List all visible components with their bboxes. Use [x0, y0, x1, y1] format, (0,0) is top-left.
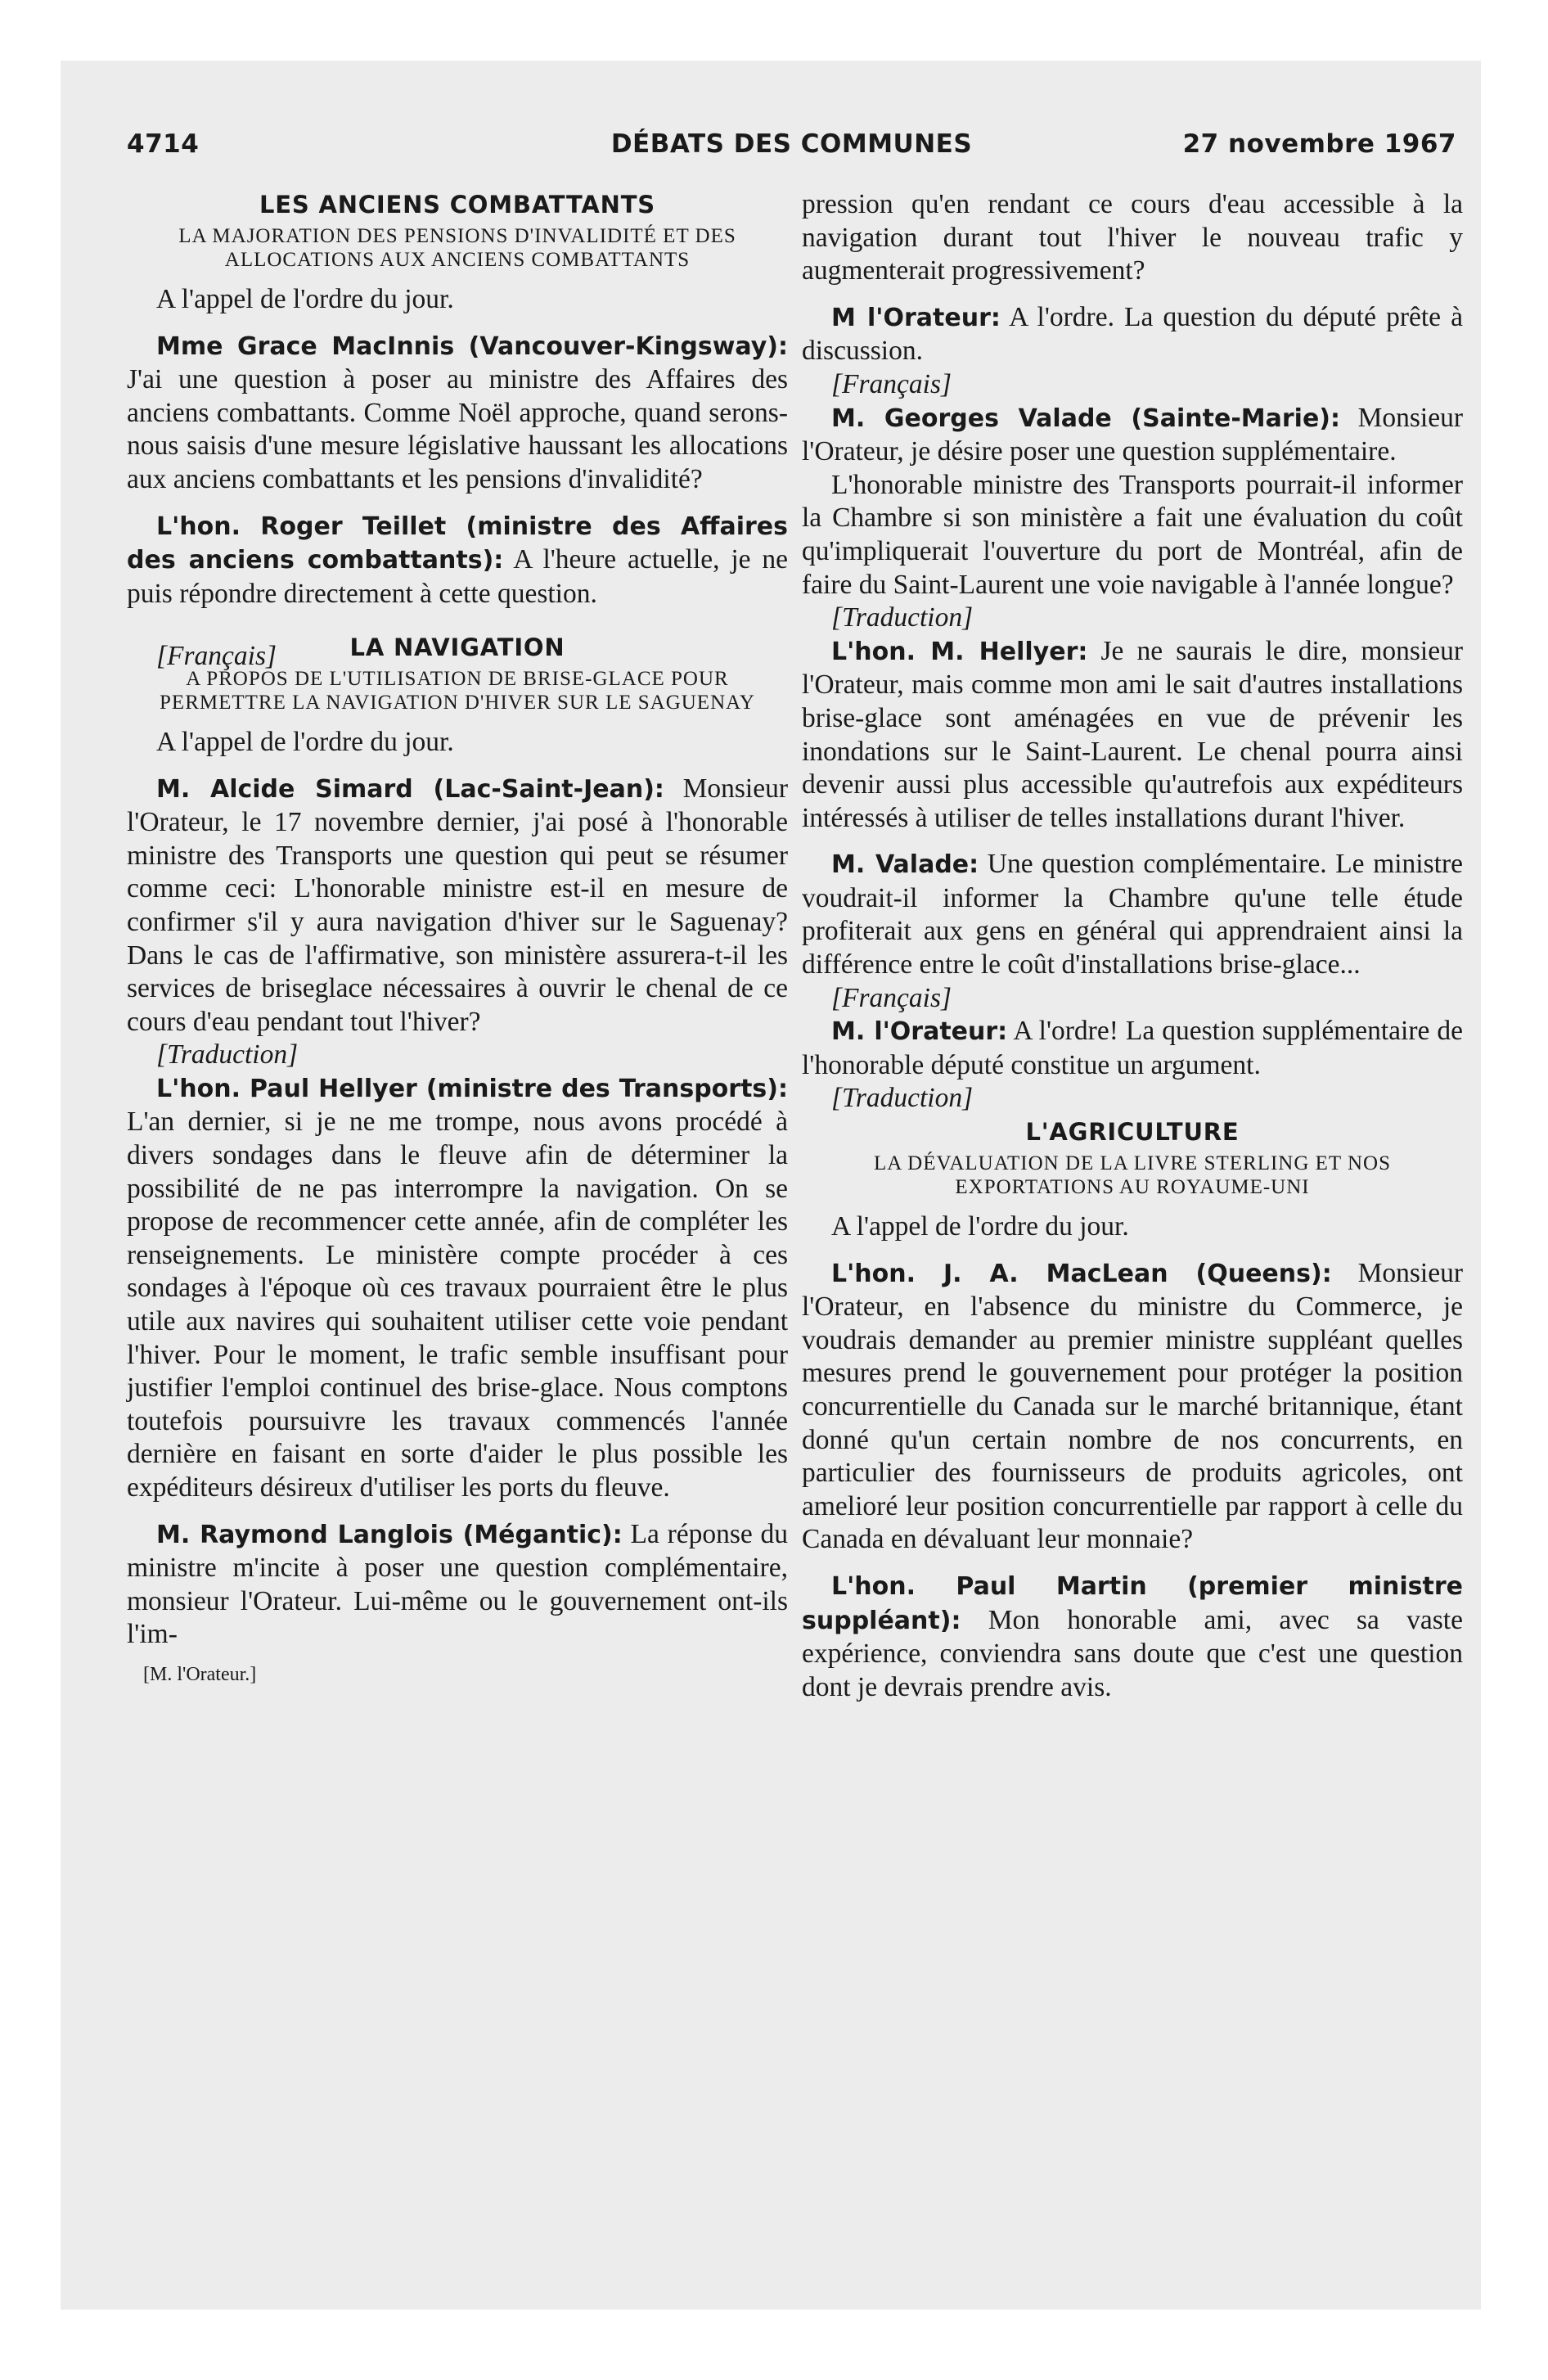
speech-text: J'ai une question à poser au ministre des Affaires des anciens combattants. Comme Noël approche, quand serons-nous saisis d'une mesure législative haussant les allocations aux anciens combattants et les pensions d'invalidité?: [127, 364, 788, 494]
speaker-name: L'hon. J. A. MacLean (Queens):: [831, 1259, 1332, 1288]
language-marker: [Traduction]: [831, 1083, 974, 1114]
speech-text: A l'ordre! La question supplémentaire de l'honorable député constitue un argument.: [802, 1016, 1463, 1080]
speaker-name: M. Raymond Langlois (Mégantic):: [156, 1520, 623, 1549]
speech-text: Monsieur l'Orateur, le 17 novembre dernier, j'ai posé à l'honorable ministre des Transports une question qui peut se résumer comme ceci: L'honorable ministre est-il en mesure de confirmer s'il y aura navigation d'hiver sur le Saguenay? Dans le cas de l'affirmative, son ministère assurera-t-il les services de briseglace nécessaires à ouvrir le chenal de ce cours d'eau pendant tout l'hiver?: [127, 773, 788, 1037]
page-number: 4714: [127, 129, 200, 159]
speech-text: Mon honorable ami, avec sa vaste expérience, conviendra sans doute que c'est une question dont je devrais prendre avis.: [802, 1604, 1463, 1702]
speech-paragraph: [127, 1072, 788, 1505]
section-title-navigation: LA NAVIGATION: [349, 633, 565, 661]
speech-paragraph: [127, 510, 788, 611]
speech-text: Monsieur l'Orateur, je désire poser une question supplémentaire.: [802, 402, 1463, 467]
speaker-name: L'hon. Paul Hellyer (ministre des Transports):: [156, 1074, 788, 1103]
section-title-agriculture: L'AGRICULTURE: [1025, 1118, 1240, 1147]
left-column: [127, 188, 788, 1692]
speech-text: La réponse du ministre m'incite à poser une question complémentaire, monsieur l'Orateur. Lui-même ou le gouvernement ont-ils l'im-: [127, 1518, 789, 1650]
speech-text: A l'ordre. La question du député prête à discussion.: [802, 301, 1463, 367]
publication-date: 27 novembre 1967: [1182, 129, 1456, 159]
speech-paragraph: [802, 301, 1463, 368]
speech-paragraph: [802, 402, 1463, 469]
publication-title: DÉBATS DES COMMUNES: [610, 129, 973, 159]
speech-paragraph: [127, 330, 788, 497]
speech-paragraph: [802, 635, 1463, 836]
speech-text: Je ne saurais le dire, monsieur l'Orateur, mais comme mon ami le sait d'autres installations brise-glace sont aménagées en vue de prévenir les inondations sur le Saint-Laurent. Le chenal pourra ainsi devenir aussi plus accessible qu'autrefois aux expéditeurs intéressés à utiliser de telles installations durant l'hiver.: [802, 635, 1463, 833]
speaker-name: L'hon. M. Hellyer:: [831, 637, 1088, 666]
speech-text: Monsieur l'Orateur, en l'absence du ministre du Commerce, je voudrais demander au premier ministre suppléant quelles mesures prend le gouvernement pour protéger la position concurrentielle du Canada sur le marché britannique, étant donné qu'un certain nombre de nos concurrents, en particulier des fournisseurs de produits agricoles, ont amelioré leur position concurrentielle par rapport à celle du Canada en dévaluant leur monnaie?: [802, 1257, 1463, 1555]
speaker-name: M l'Orateur:: [831, 303, 1001, 332]
speech-paragraph: L'honorable ministre des Transports pourrait-il informer la Chambre si son ministère a fait une évaluation du coût qu'impliquerait l'ouverture du port de Montréal, afin de faire du Saint-Laurent une voie navigable à l'année longue?: [802, 469, 1463, 600]
speaker-name: M. Georges Valade (Sainte-Marie):: [831, 403, 1340, 433]
speech-text: A l'heure actuelle, je ne puis répondre directement à cette question.: [127, 544, 788, 609]
language-marker: [Français]: [156, 641, 277, 672]
section-subtitle-devaluation: LA DÉVALUATION DE LA LIVRE STERLING ET NOS EXPORTATIONS AU ROYAUME-UNI: [873, 1152, 1391, 1199]
speaker-name: L'hon. Roger Teillet (ministre des Affaires des anciens combattants):: [127, 512, 788, 575]
speech-paragraph: [127, 773, 788, 1039]
language-marker: [Français]: [831, 982, 952, 1013]
right-column: [802, 188, 1463, 1704]
speech-paragraph: [802, 1015, 1463, 1082]
speaker-name: M. Valade:: [831, 850, 979, 880]
speaker-name: L'hon. Paul Martin (premier ministre suppléant):: [802, 1571, 1463, 1635]
speaker-name: Mme Grace MacInnis (Vancouver-Kingsway):: [156, 331, 788, 361]
speaker-name: M. l'Orateur:: [831, 1017, 1008, 1047]
speech-paragraph: [802, 1257, 1463, 1557]
speech-paragraph: [802, 1570, 1463, 1704]
continued-text: pression qu'en rendant ce cours d'eau accessible à la navigation durant tout l'hiver le nouveau trafic y augmenterait progressivement?: [802, 189, 1463, 286]
order-of-day-call: A l'appel de l'ordre du jour.: [831, 1211, 1129, 1242]
speech-text: Une question complémentaire. Le ministre voudrait-il informer la Chambre qu'une telle étude profiterait aux gens en général qui apprendraient ainsi la différence entre le coût d'installations brise-glace...: [802, 849, 1463, 980]
page-header: [127, 129, 1456, 165]
section-subtitle-brise-glace: A PROPOS DE L'UTILISATION DE BRISE-GLACE POUR PERMETTRE LA NAVIGATION D'HIVER SUR LE SAGUENAY: [160, 667, 755, 714]
language-marker: [Traduction]: [831, 602, 974, 633]
footer-speaker-note: [M. l'Orateur.]: [143, 1663, 257, 1685]
section-subtitle-pensions: LA MAJORATION DES PENSIONS D'INVALIDITÉ ET DES ALLOCATIONS AUX ANCIENS COMBATTANTS: [178, 225, 736, 271]
speech-paragraph: [127, 1518, 788, 1652]
language-marker: [Traduction]: [156, 1039, 299, 1071]
language-marker: [Français]: [831, 368, 952, 399]
speech-paragraph: [802, 848, 1463, 981]
speech-text: L'an dernier, si je ne me trompe, nous avons procédé à divers sondages dans le fleuve afin de déterminer la possibilité de ne pas interrompre la navigation. On se propose de recommencer cette année, afin de compléter les renseignements. Le ministère compte procéder à ces sondages à l'époque où ces travaux pourraient être le plus utile aux navires qui souhaitent utiliser cette voie pendant l'hiver. Pour le moment, le trafic semble insuffisant pour justifier l'emploi continuel des brise-glace. Nous comptons toutefois poursuivre les travaux commencés l'année dernière en faisant en sorte d'aider le plus possible les expéditeurs désireux d'utiliser les ports du fleuve.: [127, 1107, 788, 1503]
order-of-day-call: A l'appel de l'ordre du jour.: [156, 726, 454, 757]
section-title-anciens-combattants: LES ANCIENS COMBATTANTS: [259, 191, 655, 219]
order-of-day-call: A l'appel de l'ordre du jour.: [156, 284, 454, 314]
speaker-name: M. Alcide Simard (Lac-Saint-Jean):: [156, 774, 664, 804]
